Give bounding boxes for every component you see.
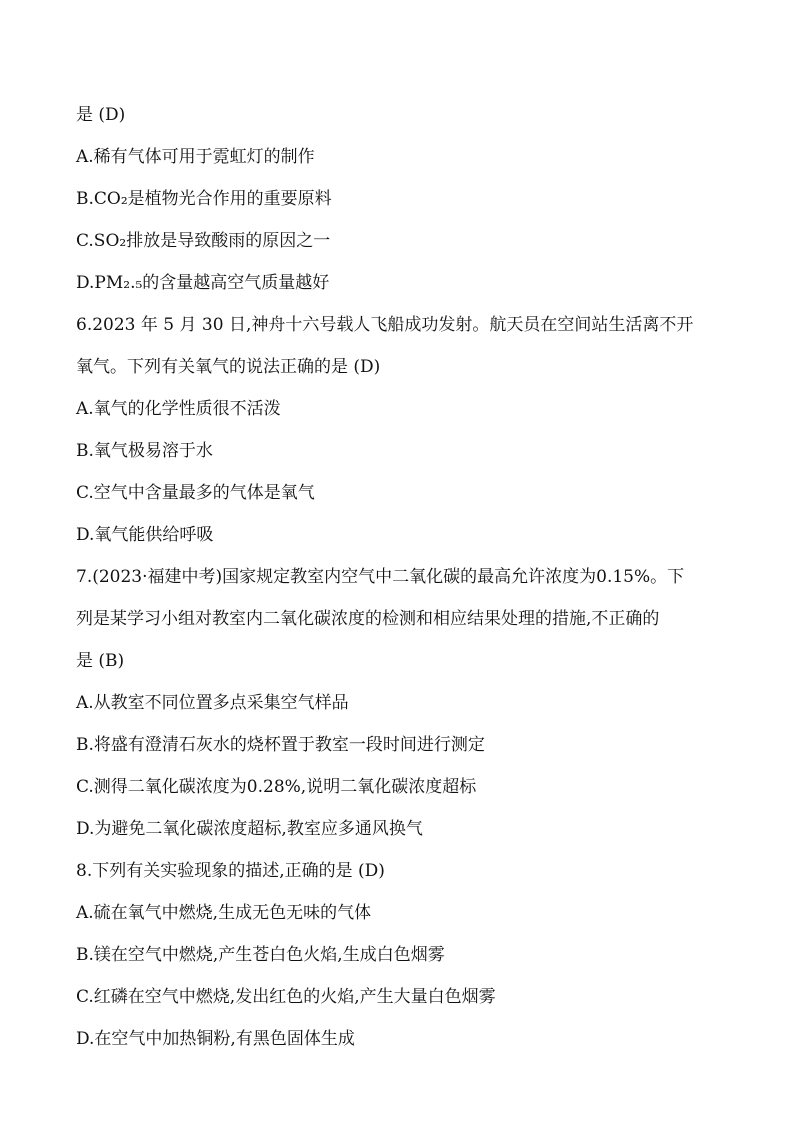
q5-option-d: D.PM₂.₅的含量越高空气质量越好 bbox=[76, 273, 330, 293]
q7-option-c: C.测得二氧化碳浓度为0.28%,说明二氧化碳浓度超标 bbox=[76, 777, 477, 797]
q5-option-a: A.稀有气体可用于霓虹灯的制作 bbox=[76, 147, 315, 167]
q7-option-a: A.从教室不同位置多点采集空气样品 bbox=[76, 693, 349, 713]
q8-option-b: B.镁在空气中燃烧,产生苍白色火焰,生成白色烟雾 bbox=[76, 945, 445, 965]
q6-option-d: D.氧气能供给呼吸 bbox=[76, 525, 214, 545]
q6-option-c: C.空气中含量最多的气体是氧气 bbox=[76, 483, 315, 503]
q8-stem-line1: 8.下列有关实验现象的描述,正确的是 (D) bbox=[76, 861, 385, 881]
q6-option-b: B.氧气极易溶于水 bbox=[76, 441, 213, 461]
q7-stem-line2: 列是某学习小组对教室内二氧化碳浓度的检测和相应结果处理的措施,不正确的 bbox=[76, 609, 660, 629]
q8-option-c: C.红磷在空气中燃烧,发出红色的火焰,产生大量白色烟雾 bbox=[76, 987, 496, 1007]
q5-stem-tail: 是 (D) bbox=[76, 105, 126, 125]
q7-stem-line3: 是 (B) bbox=[76, 651, 125, 671]
q5-option-c: C.SO₂排放是导致酸雨的原因之一 bbox=[76, 231, 331, 251]
q8-option-d: D.在空气中加热铜粉,有黑色固体生成 bbox=[76, 1029, 355, 1049]
q6-stem-line1: 6.2023 年 5 月 30 日,神舟十六号载人飞船成功发射。航天员在空间站生活离不开 bbox=[76, 315, 694, 335]
q7-stem-line1: 7.(2023·福建中考)国家规定教室内空气中二氧化碳的最高允许浓度为0.15%。下 bbox=[76, 567, 685, 587]
q6-option-a: A.氧气的化学性质很不活泼 bbox=[76, 399, 281, 419]
q8-option-a: A.硫在氧气中燃烧,生成无色无味的气体 bbox=[76, 903, 372, 923]
q7-option-d: D.为避免二氧化碳浓度超标,教室应多通风换气 bbox=[76, 819, 423, 839]
q5-option-b: B.CO₂是植物光合作用的重要原料 bbox=[76, 189, 332, 209]
q7-option-b: B.将盛有澄清石灰水的烧杯置于教室一段时间进行测定 bbox=[76, 735, 485, 755]
q6-stem-line2: 氧气。下列有关氧气的说法正确的是 (D) bbox=[76, 357, 381, 377]
